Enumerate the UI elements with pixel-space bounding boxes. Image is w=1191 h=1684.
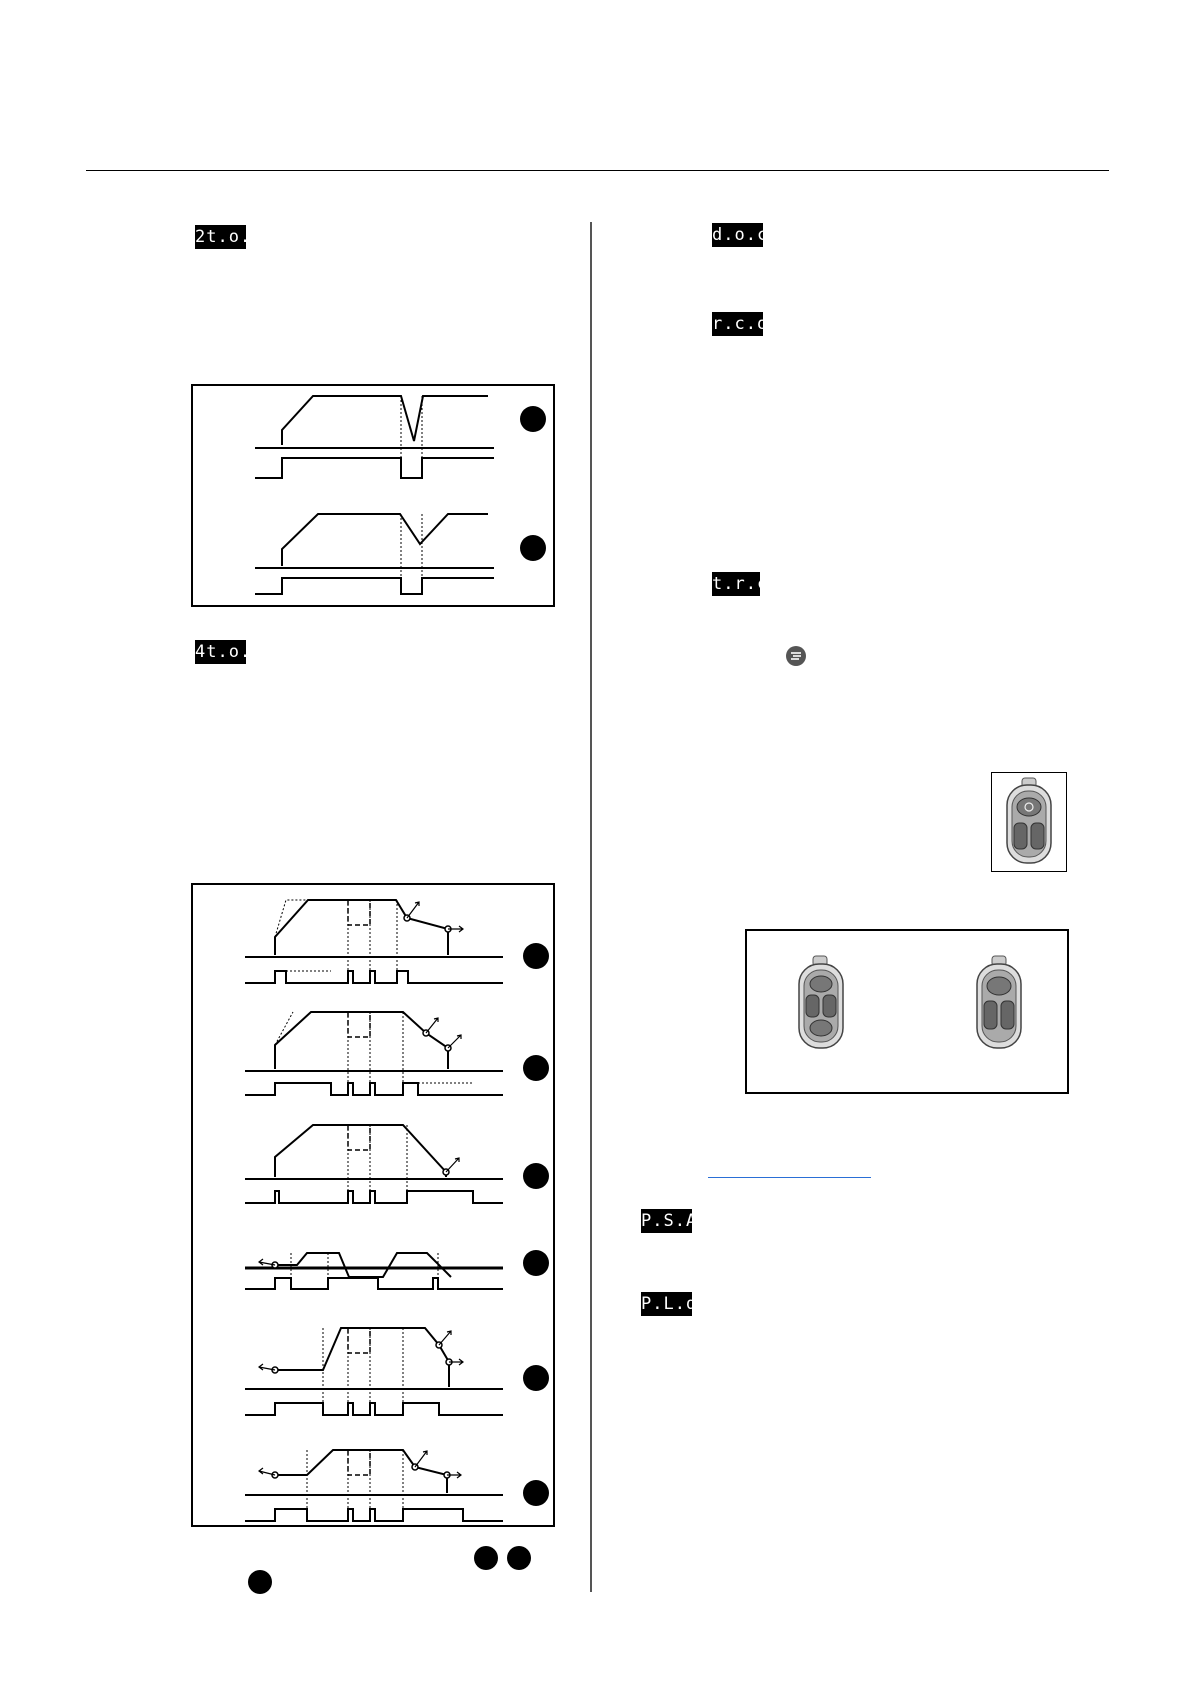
remote-control-icon (977, 956, 1021, 1048)
reference-marker (507, 1546, 531, 1570)
mode-code-p-s-a: P.S.A. (641, 1211, 709, 1231)
column-divider (590, 222, 592, 1592)
remote-image-pair (745, 929, 1069, 1094)
timing-diagram-2t-drawing (193, 386, 553, 605)
diagram-marker (523, 1055, 549, 1081)
reference-marker (248, 1570, 272, 1594)
remote-control-pair-drawing (747, 931, 1067, 1092)
mode-code-4t-o: 4t.o. (195, 642, 252, 662)
diagram-marker (523, 943, 549, 969)
remote-control-icon (799, 956, 843, 1048)
diagram-marker (523, 1163, 549, 1189)
diagram-marker (523, 1365, 549, 1391)
diagram-marker (520, 406, 546, 432)
mode-code-t-r-c: t.r.c (712, 574, 769, 594)
remote-control-icon (992, 773, 1066, 871)
timing-diagram-4t-drawing (193, 885, 553, 1525)
header-rule (86, 170, 1109, 171)
diagram-marker (520, 535, 546, 561)
diagram-marker (523, 1250, 549, 1276)
mode-code-d-o-c: d.o.c. (712, 225, 780, 245)
diagram-marker (523, 1480, 549, 1506)
reference-marker (474, 1546, 498, 1570)
timing-diagram-2t (191, 384, 555, 607)
torch-settings-icon (786, 646, 806, 666)
timing-diagram-4t (191, 883, 555, 1527)
mode-code-2t-o: 2t.o. (195, 227, 252, 247)
mode-code-r-c-o: r.c.o. (712, 314, 780, 334)
mode-code-p-l-d: P.L.d. (641, 1294, 709, 1314)
remote-image-single (991, 772, 1067, 872)
link-underline[interactable] (708, 1177, 871, 1178)
